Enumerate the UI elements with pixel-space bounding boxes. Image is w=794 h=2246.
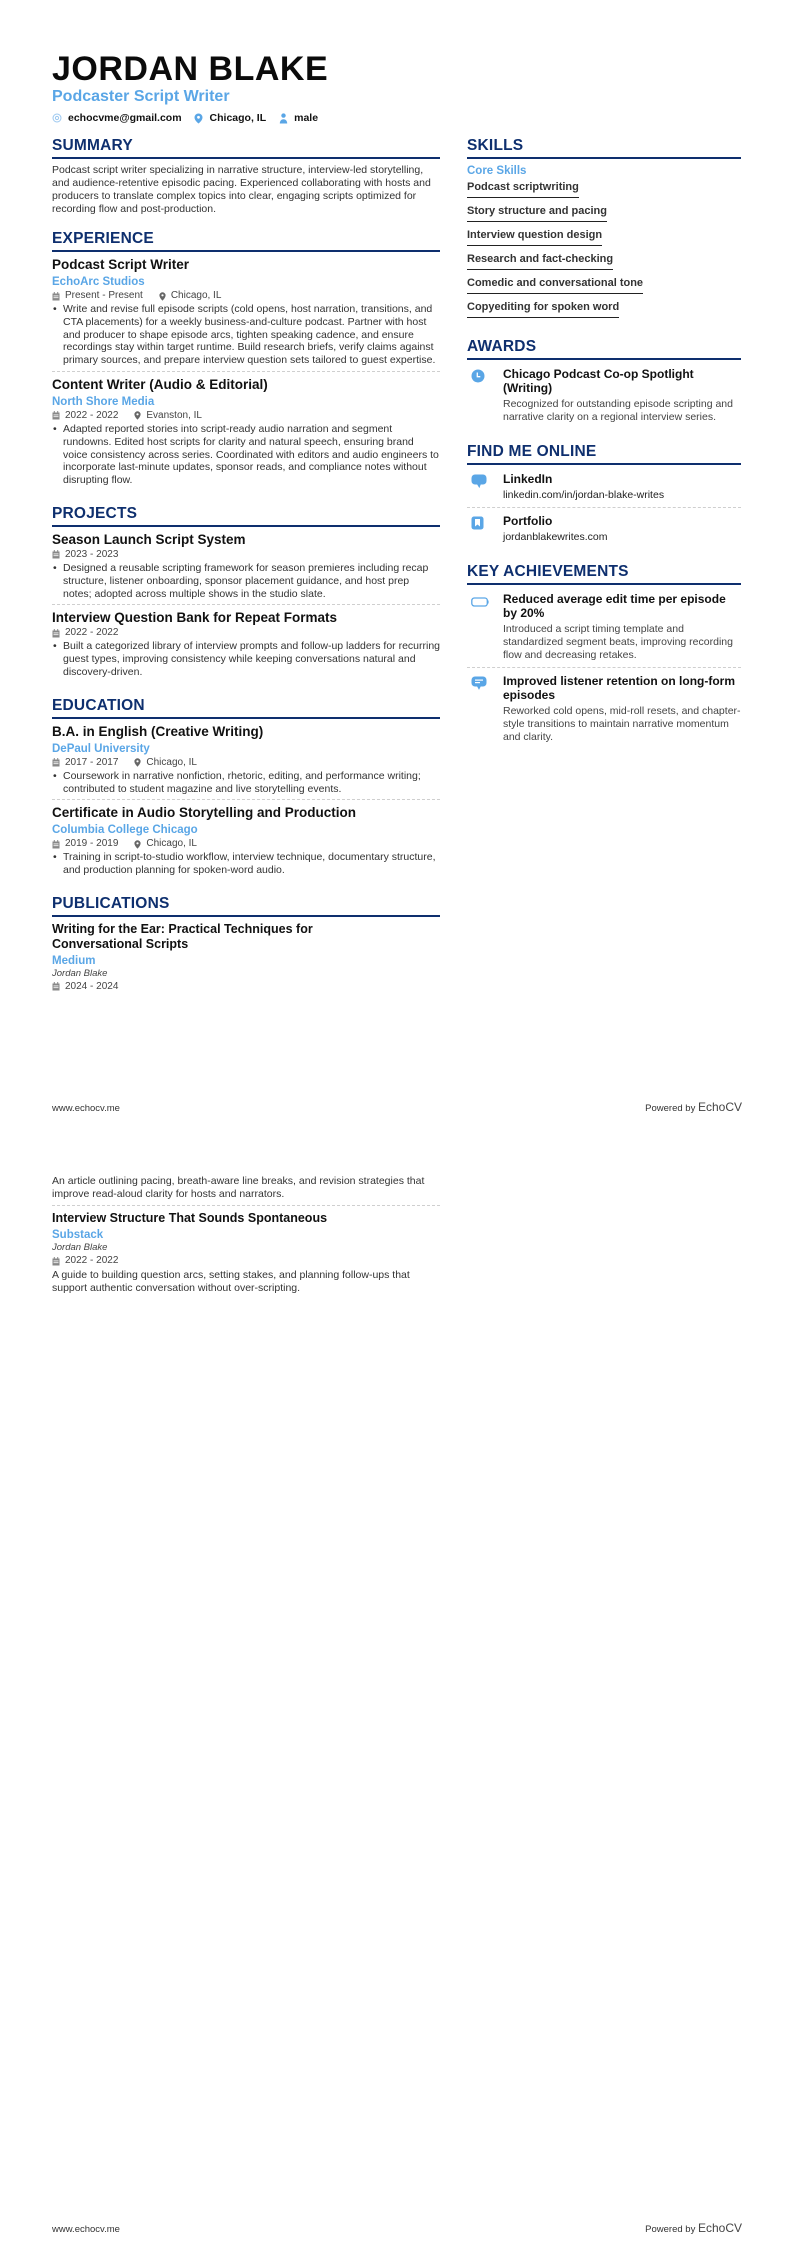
online-url[interactable]: jordanblakewrites.com xyxy=(503,531,608,543)
entry-meta xyxy=(52,290,440,302)
calendar-icon xyxy=(52,1257,60,1266)
online-url[interactable]: linkedin.com/in/jordan-blake-writes xyxy=(503,489,665,501)
at-icon xyxy=(52,113,62,123)
summary-heading: SUMMARY xyxy=(52,137,440,159)
achievements-heading: KEY ACHIEVEMENTS xyxy=(467,563,741,585)
resume-page-2 xyxy=(0,1123,794,2246)
award-entry xyxy=(467,365,741,429)
right-column xyxy=(467,137,741,763)
skill-item: Copyediting for spoken word xyxy=(467,300,619,318)
bullet-item: • Built a categorized library of interview prompts and follow-up ladders for recurring guest types, improving consistency while keeping conversations natural and discovery-driven. xyxy=(52,640,440,678)
project-entry xyxy=(52,604,440,682)
entry-location: Evanston, IL xyxy=(146,409,202,421)
entry-bullets xyxy=(52,640,440,678)
entry-meta xyxy=(52,757,440,769)
bookmark-icon xyxy=(471,516,484,530)
skill-item: Podcast scriptwriting xyxy=(467,180,579,198)
entry-dates: 2023 - 2023 xyxy=(65,548,119,560)
entry-bullets xyxy=(52,303,440,367)
achievement-description: Reworked cold opens, mid-roll resets, and chapter-style transitions to maintain narrative momentum and clarity. xyxy=(503,705,741,743)
skills-heading: SKILLS xyxy=(467,137,741,159)
award-title: Chicago Podcast Co-op Spotlight (Writing) xyxy=(503,367,694,395)
achievement-description: Introduced a script timing template and standardized segment beats, improving recording flow and decreasing retakes. xyxy=(503,623,733,661)
publication-description: An article outlining pacing, breath-aware line breaks, and revision strategies that improve read-aloud clarity for hosts and narrators. xyxy=(52,1175,425,1200)
publication-title: Interview Structure That Sounds Spontaneous xyxy=(52,1211,328,1225)
footer-powered: Powered by EchoCV xyxy=(645,2221,742,2235)
publication-description: A guide to building question arcs, setting stakes, and planning follow-ups that support authentic conversation without over-scripting. xyxy=(52,1269,410,1294)
location-pin-icon xyxy=(134,758,141,767)
clock-icon xyxy=(471,369,485,383)
entry-meta xyxy=(52,981,440,993)
publication-entry xyxy=(52,1205,440,1299)
entry-dates: 2019 - 2019 xyxy=(65,838,119,850)
entry-meta xyxy=(52,627,440,639)
awards-heading: AWARDS xyxy=(467,338,741,360)
chat-bubble-icon xyxy=(471,474,487,489)
achievement-title: Reduced average edit time per episode by 20% xyxy=(503,592,726,620)
calendar-icon xyxy=(52,758,60,767)
entry-dates: 2022 - 2022 xyxy=(65,409,119,421)
publications-section xyxy=(52,895,440,997)
project-title: Interview Question Bank for Repeat Formats xyxy=(52,610,338,626)
footer-website[interactable]: www.echocv.me xyxy=(52,2224,120,2235)
publication-author: Jordan Blake xyxy=(52,967,108,979)
award-description: Recognized for outstanding episode scripting and narrative clarity on a regional interview series. xyxy=(503,398,733,423)
candidate-title: Podcaster Script Writer xyxy=(52,88,230,105)
entry-bullets xyxy=(52,770,440,796)
entry-location: Chicago, IL xyxy=(146,838,197,850)
page-footer xyxy=(52,2221,742,2235)
degree-title: Certificate in Audio Storytelling and Production xyxy=(52,805,357,821)
education-entry xyxy=(52,799,440,881)
contact-gender-value: male xyxy=(294,112,319,124)
online-section xyxy=(467,443,741,549)
calendar-icon xyxy=(52,550,60,559)
contact-location-value: Chicago, IL xyxy=(209,112,267,124)
education-entry xyxy=(52,724,440,800)
achievement-entry xyxy=(467,590,741,667)
contact-row xyxy=(52,112,330,124)
entry-bullets xyxy=(52,562,440,600)
contact-email-value: echocvme@gmail.com xyxy=(68,112,182,124)
entry-meta xyxy=(52,549,440,561)
skills-section xyxy=(467,137,741,324)
education-section xyxy=(52,697,440,881)
experience-section xyxy=(52,230,440,491)
entry-bullets xyxy=(52,423,440,487)
battery-icon xyxy=(471,597,489,607)
projects-heading: PROJECTS xyxy=(52,505,440,527)
message-icon xyxy=(471,676,487,691)
bullet-item: • Training in script-to-studio workflow, interview technique, documentary structure, and production planning for spoken-word audio. xyxy=(52,851,440,877)
publications-heading: PUBLICATIONS xyxy=(52,895,440,917)
school-name: DePaul University xyxy=(52,742,150,755)
experience-entry xyxy=(52,371,440,491)
footer-powered: Powered by EchoCV xyxy=(645,1100,742,1114)
online-label: LinkedIn xyxy=(503,472,553,486)
experience-entry xyxy=(52,257,440,371)
calendar-icon xyxy=(52,629,60,638)
job-title: Podcast Script Writer xyxy=(52,257,190,272)
calendar-icon xyxy=(52,411,60,420)
publication-title: Writing for the Ear: Practical Techniques for Conversational Scripts xyxy=(52,921,313,951)
job-title: Content Writer (Audio & Editorial) xyxy=(52,376,268,392)
online-link-portfolio[interactable] xyxy=(467,507,741,549)
online-label: Portfolio xyxy=(503,514,553,528)
contact-gender xyxy=(278,112,318,124)
footer-brand[interactable]: EchoCV xyxy=(697,1100,742,1114)
location-pin-icon xyxy=(194,113,204,123)
contact-email[interactable] xyxy=(52,112,182,124)
summary-section xyxy=(52,137,440,216)
achievements-section xyxy=(467,563,741,749)
footer-brand[interactable]: EchoCV xyxy=(697,2221,742,2235)
entry-dates: 2022 - 2022 xyxy=(65,627,119,639)
entry-location: Chicago, IL xyxy=(146,756,197,768)
publisher-name: Medium xyxy=(52,954,96,967)
left-column-continued xyxy=(52,1175,440,1299)
entry-dates: 2024 - 2024 xyxy=(65,980,119,992)
skill-item: Story structure and pacing xyxy=(467,204,607,222)
bullet-item: • Adapted reported stories into script-ready audio narration and segment rundowns. Edited host scripts for clarity and natural speech, ensuring brand voice consistency across series. Coordinated with editors and audio engineers to incorporate last-minute updates, sponsor reads, and compliance notes without disrupting flow. xyxy=(52,423,440,487)
footer-website[interactable]: www.echocv.me xyxy=(52,1103,120,1114)
company-name: North Shore Media xyxy=(52,395,155,408)
entry-meta xyxy=(52,838,440,850)
skills-list xyxy=(467,180,741,324)
online-link-linkedin[interactable] xyxy=(467,470,741,507)
calendar-icon xyxy=(52,840,60,849)
bullet-item: • Coursework in narrative nonfiction, rhetoric, editing, and performance writing; contributed to student magazine and live storytelling events. xyxy=(52,770,440,796)
location-pin-icon xyxy=(134,840,141,849)
project-entry xyxy=(52,532,440,604)
location-pin-icon xyxy=(134,411,141,420)
achievement-entry xyxy=(467,667,741,749)
person-icon xyxy=(278,113,288,123)
resume-header xyxy=(52,52,330,124)
publication-entry-continued xyxy=(52,1175,440,1205)
company-name: EchoArc Studios xyxy=(52,276,145,288)
publication-author: Jordan Blake xyxy=(52,1242,108,1253)
publication-entry xyxy=(52,922,440,997)
calendar-icon xyxy=(52,982,60,991)
summary-text: Podcast script writer specializing in narrative structure, interview-led storytelling, and audience-retentive episodic pacing. Experienced collaborating with hosts and producers to translate complex topics into clear, engaging scripts optimized for recording flow and post-production. xyxy=(52,164,431,215)
experience-heading: EXPERIENCE xyxy=(52,230,440,252)
entry-dates: 2017 - 2017 xyxy=(65,756,119,768)
page-footer xyxy=(52,1100,742,1114)
entry-dates: 2022 - 2022 xyxy=(65,1255,119,1266)
left-column xyxy=(52,137,440,1011)
awards-section xyxy=(467,338,741,429)
online-heading: FIND ME ONLINE xyxy=(467,443,741,465)
school-name: Columbia College Chicago xyxy=(52,824,198,837)
project-title: Season Launch Script System xyxy=(52,531,246,547)
bullet-item: • Designed a reusable scripting framework for season premieres including recap structure, listener onboarding, sponsor placement guidance, and host prep notes; adopted across multiple shows in the studio slate. xyxy=(52,562,440,600)
publisher-name: Substack xyxy=(52,1229,104,1241)
location-pin-icon xyxy=(159,292,166,301)
candidate-name: JORDAN BLAKE xyxy=(52,50,329,88)
entry-meta xyxy=(52,1255,440,1267)
skill-item: Research and fact-checking xyxy=(467,252,613,270)
entry-meta xyxy=(52,410,440,422)
skill-item: Comedic and conversational tone xyxy=(467,276,643,294)
achievement-title: Improved listener retention on long-form episodes xyxy=(503,674,736,702)
projects-section xyxy=(52,505,440,683)
degree-title: B.A. in English (Creative Writing) xyxy=(52,723,264,739)
skill-item: Interview question design xyxy=(467,228,602,246)
skill-group-label: Core Skills xyxy=(467,165,527,177)
calendar-icon xyxy=(52,292,60,301)
entry-bullets xyxy=(52,851,440,877)
entry-location: Chicago, IL xyxy=(170,290,222,301)
contact-location xyxy=(194,112,267,124)
education-heading: EDUCATION xyxy=(52,697,440,719)
entry-dates: Present - Present xyxy=(65,290,143,301)
bullet-item: • Write and revise full episode scripts (cold opens, host narration, transitions, and CTA placements) for a weekly business-and-culture podcast. Partner with host and producer to shape episode arcs, tighten speaking cadence, and ensure recordings stay within target runtime. Build research briefs, verify claims against primary sources, and prepare interview question sets tailored to guest expertise. xyxy=(52,303,440,367)
